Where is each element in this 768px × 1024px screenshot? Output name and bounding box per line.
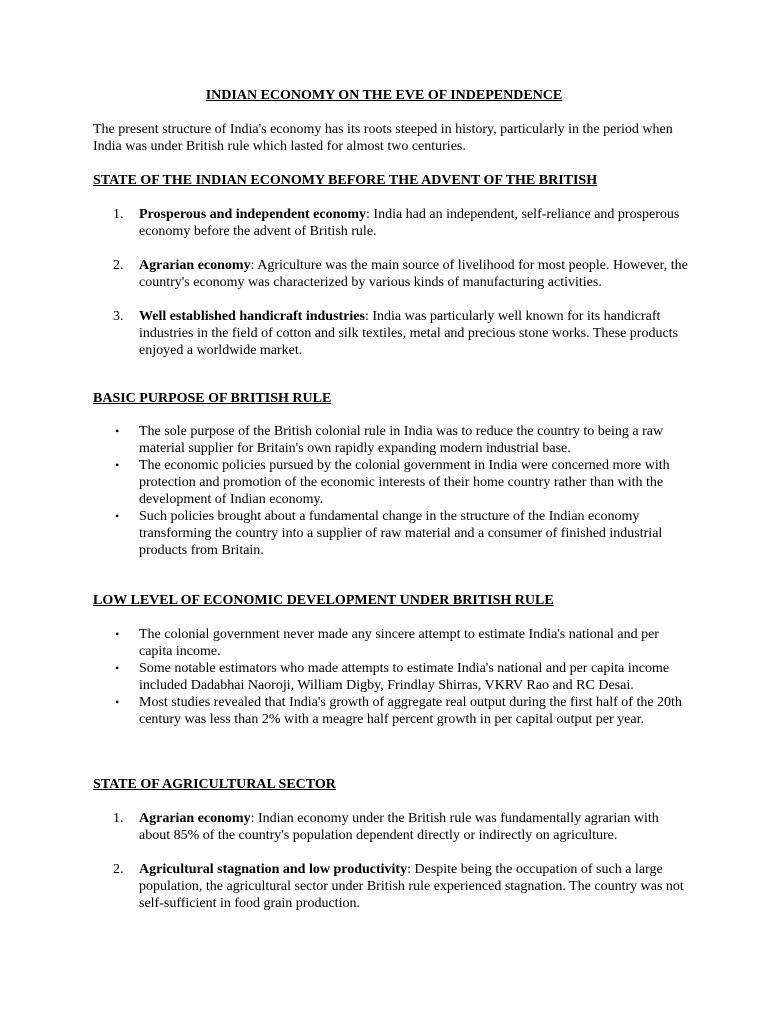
- item-text: The sole purpose of the British colonial rule in India was to reduce the country to being a raw material supplier for Britain's own rapidly expanding modern industrial base.: [139, 424, 664, 456]
- list-item: [93, 626, 693, 660]
- item-text: Some notable estimators who made attempts to estimate India's national and per capita income included Dadabhai Naoroji, William Digby, Frindlay Shirras, VKRV Rao and RC Desai.: [139, 661, 670, 693]
- bullet-icon: •: [115, 424, 120, 438]
- bullet-icon: •: [115, 509, 120, 523]
- item-text: Such policies brought about a fundamental change in the structure of the Indian economy transforming the country into a supplier of raw material and a consumer of finished industrial products from Britain.: [139, 509, 663, 558]
- list-item: [93, 308, 693, 359]
- list-item: [93, 423, 693, 457]
- item-term: Agrarian economy: [139, 811, 251, 826]
- list-agriculture: [93, 810, 693, 912]
- item-text: : India was particularly well known for its handicraft industries in the field of cotton and silk textiles, metal and precious stone works. These products enjoyed a worldwide market.: [139, 309, 679, 358]
- item-text: The colonial government never made any sincere attempt to estimate India's national and per capita income.: [139, 627, 659, 659]
- list-item: [93, 810, 693, 844]
- item-text: : India had an independent, self-reliance and prosperous economy before the advent of British rule.: [139, 207, 680, 239]
- list-number: 3.: [113, 309, 124, 324]
- item-text: Most studies revealed that India's growth of aggregate real output during the first half of the 20th century was less than 2% with a meagre half percent growth in per capital output per year.: [139, 695, 682, 727]
- bullet-icon: •: [115, 661, 120, 675]
- document-title: INDIAN ECONOMY ON THE EVE OF INDEPENDENCE: [205, 88, 563, 103]
- list-item: [93, 660, 693, 694]
- section-heading-purpose: BASIC PURPOSE OF BRITISH RULE: [93, 391, 332, 406]
- bullet-icon: •: [115, 627, 120, 641]
- list-item: [93, 861, 693, 912]
- list-number: 2.: [113, 862, 124, 877]
- item-text: : Indian economy under the British rule was fundamentally agrarian with about 85% of the country's population dependent directly or indirectly on agriculture.: [139, 811, 659, 843]
- item-text: : Despite being the occupation of such a large population, the agricultural sector under British rule experienced stagnation. The country was not self-sufficient in food grain production.: [139, 862, 684, 911]
- item-term: Agricultural stagnation and low productivity: [139, 862, 408, 877]
- bullet-icon: •: [115, 458, 120, 472]
- section-heading-before-british: STATE OF THE INDIAN ECONOMY BEFORE THE ADVENT OF THE BRITISH: [93, 173, 598, 188]
- list-item: [93, 508, 693, 559]
- list-number: 1.: [113, 207, 124, 222]
- list-item: [93, 457, 693, 508]
- list-low-development: [93, 626, 693, 728]
- item-term: Well established handicraft industries: [139, 309, 365, 324]
- list-number: 2.: [113, 258, 124, 273]
- list-item: [93, 206, 693, 240]
- list-purpose: [93, 423, 693, 559]
- section-heading-agriculture: STATE OF AGRICULTURAL SECTOR: [93, 777, 336, 792]
- list-before-british: [93, 206, 693, 359]
- section-heading-low-development: LOW LEVEL OF ECONOMIC DEVELOPMENT UNDER BRITISH RULE: [93, 593, 554, 608]
- list-item: [93, 694, 693, 728]
- bullet-icon: •: [115, 695, 120, 709]
- list-item: [93, 257, 693, 291]
- item-term: Agrarian economy: [139, 258, 251, 273]
- item-text: : Agriculture was the main source of livelihood for most people. However, the country's economy was characterized by various kinds of manufacturing activities.: [139, 258, 688, 290]
- item-text: The economic policies pursued by the colonial government in India were concerned more with protection and promotion of the economic interests of their home country rather than with the development of Indian economy.: [139, 458, 670, 507]
- list-number: 1.: [113, 811, 124, 826]
- item-term: Prosperous and independent economy: [139, 207, 367, 222]
- intro-paragraph: The present structure of India's economy has its roots steeped in history, particularly in the period when India was under British rule which lasted for almost two centuries.: [93, 122, 673, 154]
